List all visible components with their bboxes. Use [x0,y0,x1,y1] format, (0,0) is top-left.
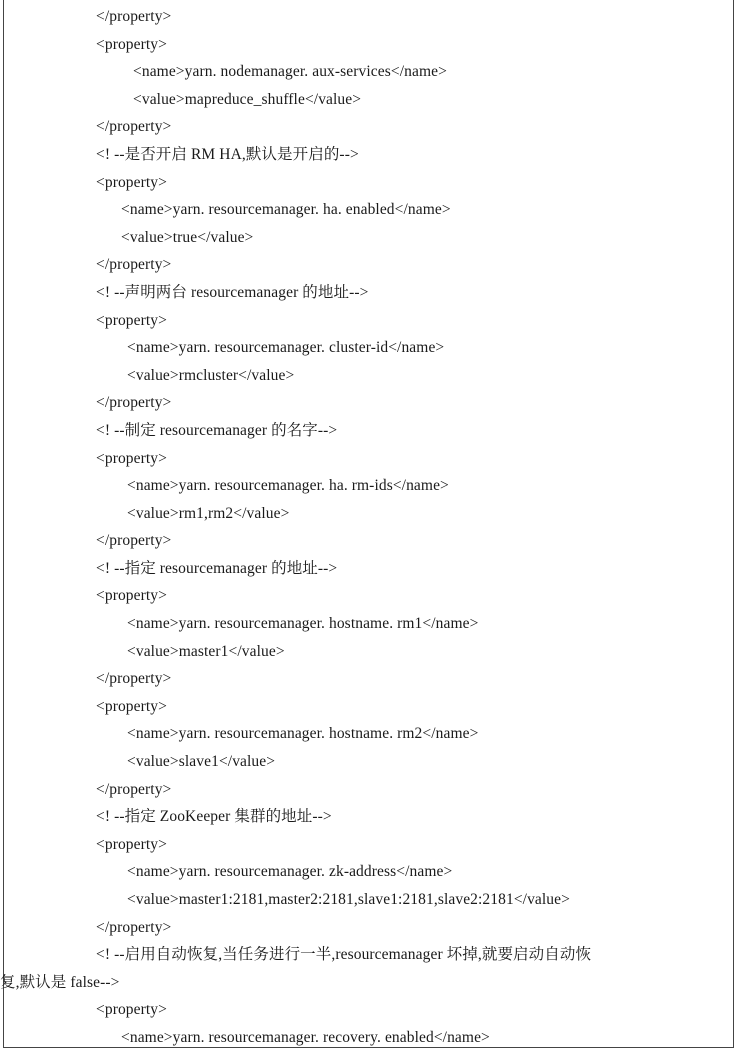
code-line: </property> [96,780,172,798]
code-line: </property> [96,670,172,688]
code-line: <! --声明两台 resourcemanager 的地址--> [96,283,369,301]
code-line: <name>yarn. nodemanager. aux-services</name> [133,63,447,81]
code-line: <name>yarn. resourcemanager. hostname. rm1</name> [127,615,479,633]
code-line: <name>yarn. resourcemanager. ha. rm-ids</name> [127,477,449,495]
code-line: <name>yarn. resourcemanager. cluster-id</name> [127,339,445,357]
code-line: <name>yarn. resourcemanager. recovery. enabled</name> [121,1028,490,1046]
code-line: <property> [96,587,167,605]
code-line: <value>rmcluster</value> [127,366,295,384]
code-line: <! --是否开启 RM HA,默认是开启的--> [96,145,359,163]
code-line: <property> [96,835,167,853]
code-line: <value>master1:2181,master2:2181,slave1:2181,slave2:2181</value> [127,891,570,908]
code-line: <property> [96,697,167,715]
code-line: <! --指定 ZooKeeper 集群的地址--> [96,808,332,826]
code-line: <value>master1</value> [127,642,285,660]
code-line: <name>yarn. resourcemanager. ha. enabled</name> [121,201,451,219]
code-line: <value>slave1</value> [127,753,276,771]
code-line: <value>mapreduce_shuffle</value> [133,90,362,108]
code-line: <! --制定 resourcemanager 的名字--> [96,421,338,439]
code-line: <property> [96,449,167,467]
code-line: <value>true</value> [121,228,254,246]
code-line: </property> [96,918,172,936]
code-line: </property> [96,8,172,25]
code-line: <! --启用自动恢复,当任务进行一半,resourcemanager 坏掉,就要启动自动恢 [96,946,592,964]
code-line: <property> [96,173,167,191]
code-line: <property> [96,35,167,53]
code-line: <value>rm1,rm2</value> [127,504,290,522]
code-line: </property> [96,118,172,136]
code-line: <! --指定 resourcemanager 的地址--> [96,559,338,577]
code-line: </property> [96,256,172,274]
code-line: <property> [96,311,167,329]
code-line: 复,默认是 false--> [0,973,120,991]
code-line: <name>yarn. resourcemanager. hostname. rm2</name> [127,725,479,743]
code-line: <name>yarn. resourcemanager. zk-address</name> [127,863,453,881]
code-line: </property> [96,532,172,550]
code-line: <property> [96,1001,167,1019]
xml-config-listing [0,3,733,1052]
code-line: </property> [96,394,172,412]
